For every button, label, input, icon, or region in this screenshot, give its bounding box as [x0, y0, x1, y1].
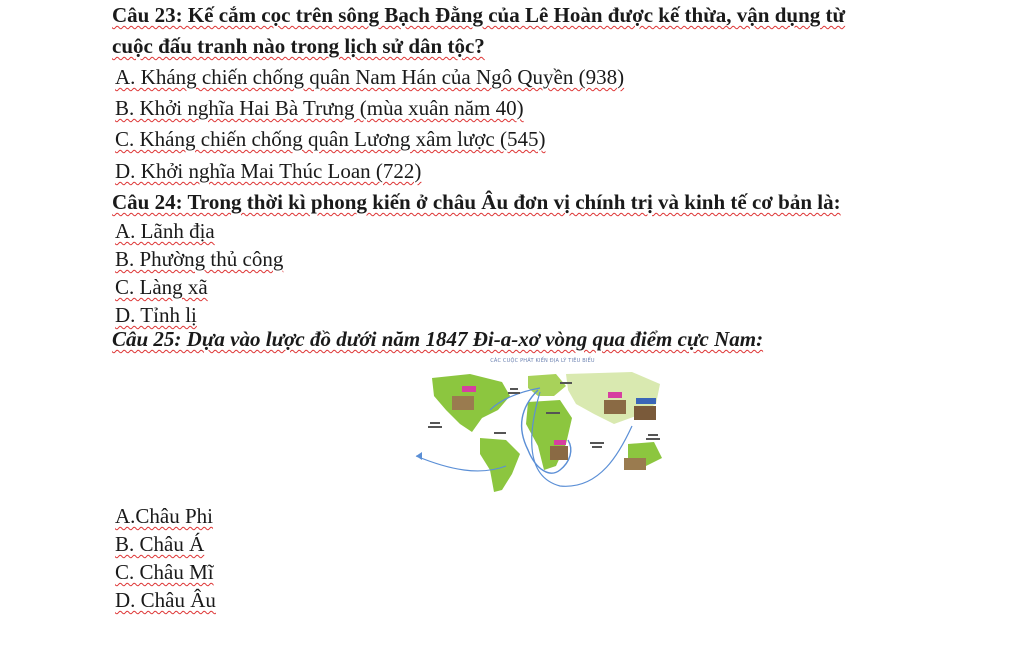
q23-option-c: C. Kháng chiến chống quân Lương xâm lược (545) [115, 127, 546, 151]
q24-question: Câu 24: Trong thời kì phong kiến ở châu Âu đơn vị chính trị và kinh tế cơ bản là: [112, 190, 841, 214]
q25-option-a: A.Châu Phi [115, 504, 214, 528]
q25-option-b: B. Châu Á [115, 532, 205, 556]
q24-option-c: C. Làng xã [115, 275, 208, 299]
q23-question-line2: cuộc đấu tranh nào trong lịch sử dân tộc? [112, 34, 485, 58]
explorer-picture [624, 458, 646, 470]
q24-option-b: B. Phường thủ công [115, 247, 284, 271]
q24-option-a: A. Lãnh địa [115, 219, 215, 243]
year-badge [636, 398, 656, 404]
year-badge [608, 392, 622, 398]
q25-question: Câu 25: Dựa vào lược đồ dưới năm 1847 Đi-a-xơ vòng qua điểm cực Nam: [112, 327, 764, 351]
exploration-map [410, 358, 675, 498]
explorer-picture [634, 406, 656, 420]
explorer-picture [452, 396, 474, 410]
q25-option-d: D. Châu Âu [115, 588, 216, 612]
q23-question-line1: Câu 23: Kế cắm cọc trên sông Bạch Đằng của Lê Hoàn được kế thừa, vận dụng từ [112, 3, 846, 27]
q23-option-d: D. Khởi nghĩa Mai Thúc Loan (722) [115, 159, 422, 183]
explorer-picture [550, 446, 568, 460]
q23-option-a: A. Kháng chiến chống quân Nam Hán của Ngô Quyền (938) [115, 65, 625, 89]
map-title: CÁC CUỘC PHÁT KIẾN ĐỊA LÝ TIÊU BIỂU [490, 358, 595, 364]
explorer-picture [604, 400, 626, 414]
year-badge [462, 386, 476, 392]
q25-option-c: C. Châu Mĩ [115, 560, 214, 584]
world-map-graphic [410, 366, 675, 498]
q23-option-b: B. Khởi nghĩa Hai Bà Trưng (mùa xuân năm 40) [115, 96, 524, 120]
year-badge [554, 440, 566, 445]
q24-option-d: D. Tỉnh lị [115, 303, 197, 327]
